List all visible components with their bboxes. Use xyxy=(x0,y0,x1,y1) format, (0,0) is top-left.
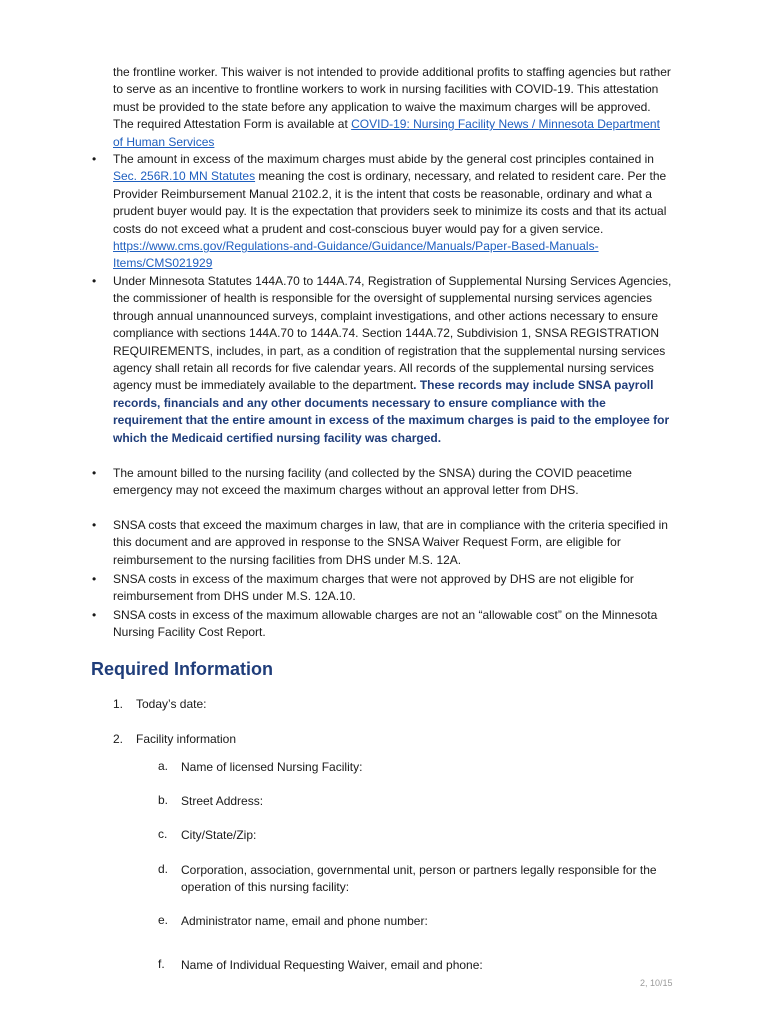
sub-item-letter: d. xyxy=(158,862,169,876)
bullet-not-allowable: SNSA costs in excess of the maximum allowable charges are not an “allowable cost” on the Minnesota Nursing Facility Cost Report. xyxy=(113,608,658,640)
continued-paragraph xyxy=(113,64,673,151)
bullet-icon: • xyxy=(92,274,97,288)
section-heading: Required Information xyxy=(91,659,274,679)
administrator-label: Administrator name, email and phone number: xyxy=(181,914,428,928)
item-number: 2. xyxy=(113,732,124,746)
continued-text: the frontline worker. This waiver is not intended to provide additional profits to staffing agencies but rather to serve as an incentive to frontline workers to work in nursing facilities with COVID-19. This attestation must be provided to the state before any application to waive the maximum charges will be approved. The required Attestation Form is available at xyxy=(113,65,671,132)
bullet-bold-text: . These records may include SNSA payroll records, financials and any other documents necessary to ensure compliance with the requirement that the entire amount in excess of the maximum charges is paid to the employee for which the Medicaid certified nursing facility was charged. xyxy=(113,378,670,445)
bullet-text: meaning the cost is ordinary, necessary, and related to resident care. Per the Provider Reimbursement Manual 2102.2, it is the intent that costs be reasonable, ordinary and what a prudent buyer would pay. It is the expectation that providers seek to minimize its costs and that its actual costs do not exceed what a prudent and cost-conscious buyer would pay for a given service. xyxy=(113,169,667,236)
sub-item-letter: f. xyxy=(158,957,165,971)
sub-item-letter: a. xyxy=(158,759,169,773)
mn-statutes-link[interactable]: Sec. 256R.10 MN Statutes xyxy=(113,169,256,184)
bullet-icon: • xyxy=(92,152,97,166)
bullet-amount-billed: The amount billed to the nursing facility (and collected by the SNSA) during the COVID peacetime emergency may not exceed the maximum charges without an approval letter from DHS. xyxy=(113,466,632,498)
covid-nursing-facility-news-link[interactable]: COVID-19: Nursing Facility News / Minnesota Department of Human Services xyxy=(113,117,660,149)
bullet-cost-principles xyxy=(113,151,673,273)
sub-item-letter: b. xyxy=(158,793,169,807)
responsible-party-label: Corporation, association, governmental unit, person or partners legally responsible for the operation of this nursing facility: xyxy=(181,863,657,895)
bullet-icon: • xyxy=(92,608,97,622)
bullet-not-eligible: SNSA costs in excess of the maximum charges that were not approved by DHS are not eligible for reimbursement from DHS under M.S. 12A.10. xyxy=(113,572,634,604)
bullet-snsa-registration xyxy=(113,273,673,447)
page-footer: 2, 10/15 xyxy=(640,978,673,988)
requesting-individual-label: Name of Individual Requesting Waiver, email and phone: xyxy=(181,958,483,972)
bullet-icon: • xyxy=(92,518,97,532)
todays-date-label: Today’s date: xyxy=(136,697,207,711)
bullet-text: Under Minnesota Statutes 144A.70 to 144A.74, Registration of Supplemental Nursing Services Agencies, the commissioner of health is responsible for the oversight of supplemental nursing services agencies through annual unannounced surveys, complaint investigations, and other actions necessary to ensure compliance with sections 144A.70 to 144A.74. Section 144A.72, Subdivision 1, SNSA REGISTRATION REQUIREMENTS, includes, in part, as a condition of registration that the supplemental nursing services agency shall retain all records for five calendar years. All records of the supplemental nursing services agency must be immediately available to the department xyxy=(113,274,672,393)
street-address-label: Street Address: xyxy=(181,794,264,808)
item-number: 1. xyxy=(113,697,124,711)
city-state-zip-label: City/State/Zip: xyxy=(181,828,257,842)
facility-information-label: Facility information xyxy=(136,732,237,746)
bullet-icon: • xyxy=(92,572,97,586)
facility-name-label: Name of licensed Nursing Facility: xyxy=(181,760,363,774)
bullet-eligible-reimbursement: SNSA costs that exceed the maximum charges in law, that are in compliance with the criteria specified in this document and are approved in response to the SNSA Waiver Request Form, are eligible for reimbursement to the nursing facilities from DHS under M.S. 12A. xyxy=(113,518,668,567)
sub-item-letter: e. xyxy=(158,913,169,927)
sub-item-letter: c. xyxy=(158,827,168,841)
cms-manual-link[interactable]: https://www.cms.gov/Regulations-and-Guidance/Guidance/Manuals/Paper-Based-Manuals-Items/CMS021929 xyxy=(113,239,599,271)
bullet-icon: • xyxy=(92,466,97,480)
bullet-text: The amount in excess of the maximum charges must abide by the general cost principles contained in xyxy=(113,152,654,166)
